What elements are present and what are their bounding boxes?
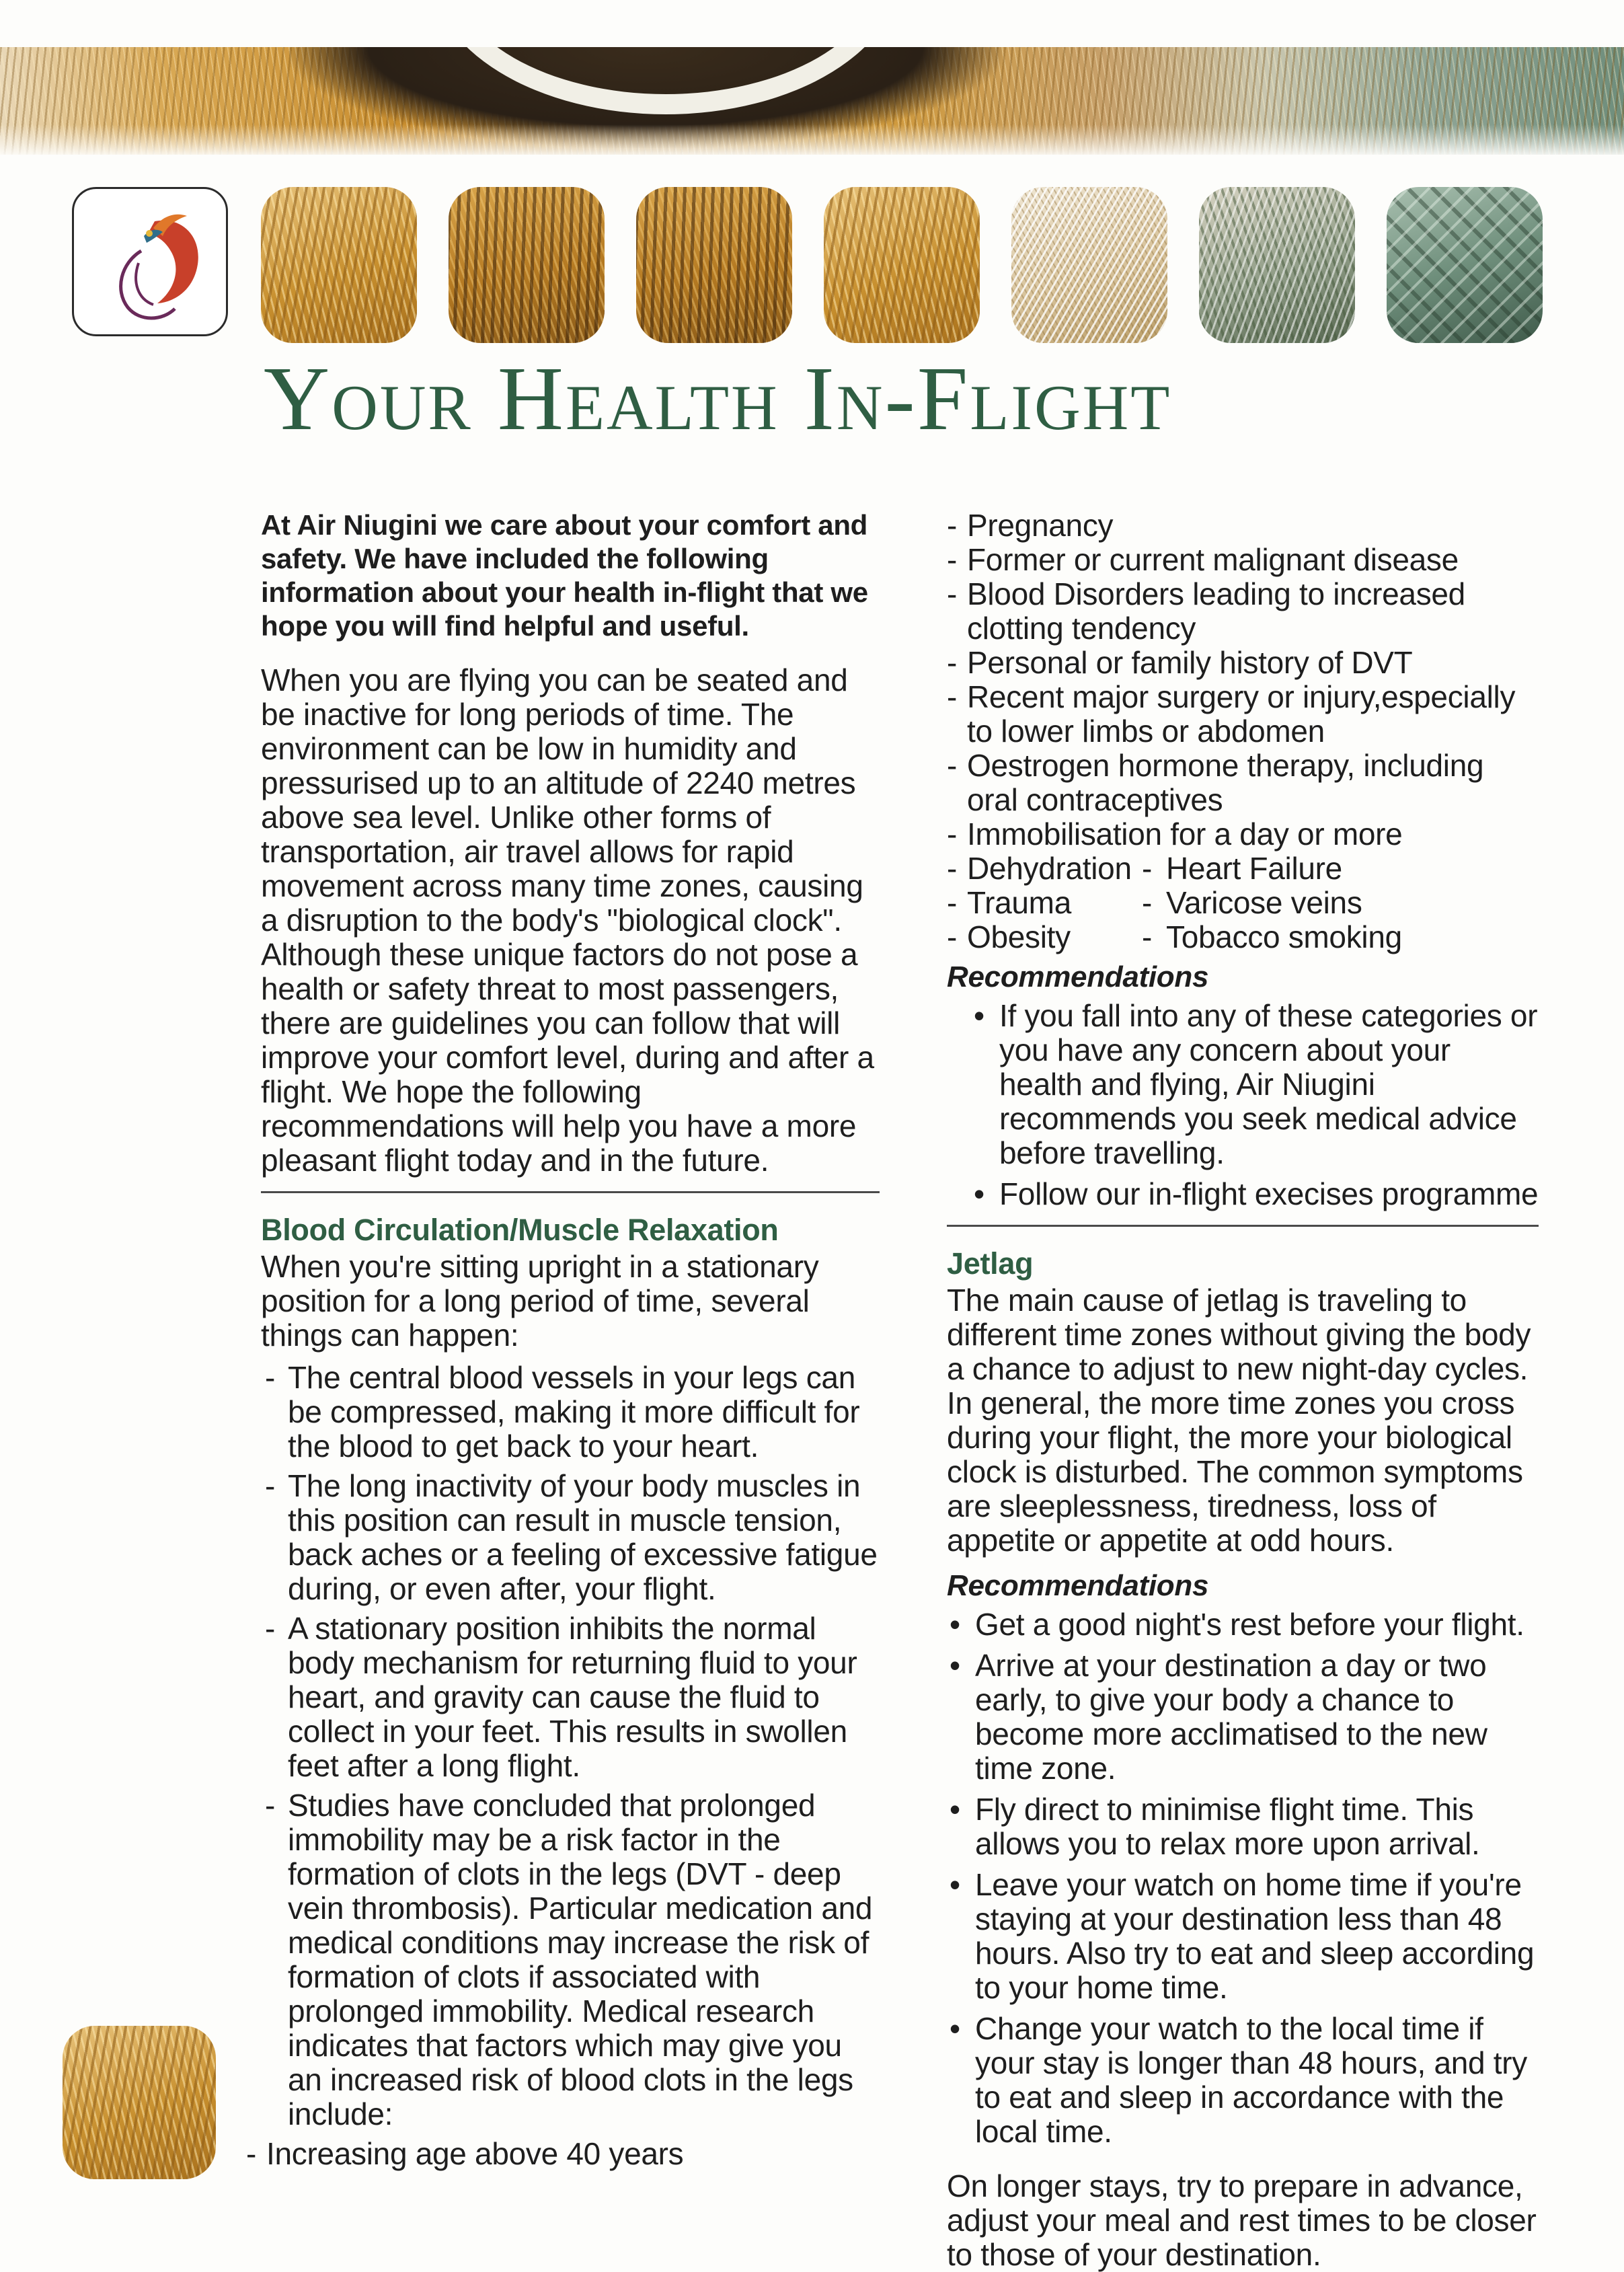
risk-factor-pair — [947, 886, 1539, 920]
recommendation-item: • Leave your watch on home time if you're staying at your destination less than 48 hours. Also try to eat and sleep according to your home time. — [947, 1868, 1539, 2005]
section-divider — [947, 1225, 1539, 1227]
risk-factor-item: - Increasing age above 40 years — [246, 2137, 880, 2171]
right-column — [947, 508, 1539, 2272]
risk-factor-item: - Varicose veins — [1142, 886, 1362, 920]
risk-factor-item: - Dehydration — [947, 851, 1142, 886]
header-banner-image — [0, 47, 1624, 155]
risk-factor-pair — [947, 851, 1539, 886]
straw-texture-tile-2 — [449, 187, 605, 343]
blood-circulation-item: - The central blood vessels in your legs can be compressed, making it more difficult for the blood to get back to your heart. — [261, 1361, 880, 1464]
risk-factor-item: - Immobilisation for a day or more — [947, 817, 1539, 851]
leaf-texture-tile — [1387, 187, 1543, 343]
recommendation-item: • If you fall into any of these categories or you have any concern about your health and flying, Air Niugini recommends you seek medical advice before travelling. — [971, 999, 1539, 1170]
bird-of-paradise-icon — [74, 189, 226, 334]
risk-factor-item: - Obesity — [947, 920, 1142, 954]
jetlag-heading: Jetlag — [947, 1246, 1034, 1281]
risk-factor-item: - Heart Failure — [1142, 851, 1342, 886]
air-niugini-logo — [72, 187, 228, 336]
closing-paragraph: On longer stays, try to prepare in advance, adjust your meal and rest times to be closer to those of your destination. — [947, 2168, 1537, 2272]
recommendation-item: • Arrive at your destination a day or two early, to give your body a chance to become more acclimatised to the new time zone. — [947, 1649, 1539, 1786]
recommendation-item: • Get a good night's rest before your flight. — [947, 1607, 1539, 1642]
intro-paragraph: When you are flying you can be seated and be inactive for long periods of time. The environment can be low in humidity and pressurised up to an altitude of 2240 metres above sea level. Unlike other forms of transportation, air travel allows for rapid movement across many time zones, causing a disruption to the body's "biological clock". Although these unique factors do not pose a health or safety threat to most passengers, there are guidelines you can follow that will improve your comfort level, during and after a flight. We hope the following recommendations will help you have a more pleasant flight today and in the future. — [261, 662, 874, 1178]
risk-factor-item: - Recent major surgery or injury,especially to lower limbs or abdomen — [947, 680, 1539, 749]
straw-texture-tile-3 — [636, 187, 792, 343]
risk-factor-item: - Pregnancy — [947, 508, 1539, 543]
risk-factor-item: - Personal or family history of DVT — [947, 646, 1539, 680]
risk-factor-item: - Trauma — [947, 886, 1142, 920]
blood-circulation-item: - A stationary position inhibits the normal body mechanism for returning fluid to your heart, and gravity can cause the fluid to collect in your feet. This results in swollen feet after a long flight. — [261, 1612, 880, 1783]
mixed-fibre-texture-tile — [1199, 187, 1355, 343]
intro-statement: At Air Niugini we care about your comfort and safety. We have included the following information about your health in-flight that we hope you will find helpful and useful. — [261, 509, 868, 642]
blood-circulation-item: - The long inactivity of your body muscles in this position can result in muscle tension, back aches or a feeling of excessive fatigue during, or even after, your flight. — [261, 1469, 880, 1606]
straw-texture-tile-4 — [824, 187, 980, 343]
left-column — [261, 508, 880, 2171]
straw-texture-tile-bottom — [63, 2026, 216, 2179]
risk-factor-item: - Blood Disorders leading to increased clotting tendency — [947, 577, 1539, 646]
jetlag-text: The main cause of jetlag is traveling to different time zones without giving the body a chance to adjust to new night-day cycles. In general, the more time zones you cross during your flight, the more your biological clock is disturbed. The common symptoms are sleeplessness, tiredness, loss of appetite or appetite at odd hours. — [947, 1283, 1531, 1558]
page-title: Your Health In-Flight — [264, 348, 1172, 449]
recommendations-heading: Recommendations — [947, 1569, 1209, 1602]
risk-factor-pair — [947, 920, 1539, 954]
blood-circulation-item: - Studies have concluded that prolonged immobility may be a risk factor in the formation of clots in the legs (DVT - deep vein thrombosis). Particular medication and medical conditions may increase the risk of formation of clots if associated with prolonged immobility. Medical research indicates that factors which may give you an increased risk of blood clots in the legs include: — [261, 1788, 880, 2131]
risk-factor-item: - Oestrogen hormone therapy, including oral contraceptives — [947, 749, 1539, 817]
blood-circulation-lead: When you're sitting upright in a stationary position for a long period of time, several things can happen: — [261, 1249, 819, 1353]
section-divider — [261, 1191, 880, 1193]
recommendation-item: • Fly direct to minimise flight time. This allows you to relax more upon arrival. — [947, 1792, 1539, 1861]
recommendations-heading: Recommendations — [947, 960, 1209, 993]
risk-factor-item: - Former or current malignant disease — [947, 543, 1539, 577]
risk-factor-item: - Tobacco smoking — [1142, 920, 1402, 954]
straw-texture-tile-1 — [261, 187, 417, 343]
recommendation-item: • Follow our in-flight execises programme — [971, 1177, 1539, 1211]
white-fibre-texture-tile — [1011, 187, 1167, 343]
recommendation-item: • Change your watch to the local time if your stay is longer than 48 hours, and try to eat and sleep in accordance with the local time. — [947, 2012, 1539, 2149]
blood-circulation-heading: Blood Circulation/Muscle Relaxation — [261, 1213, 779, 1247]
